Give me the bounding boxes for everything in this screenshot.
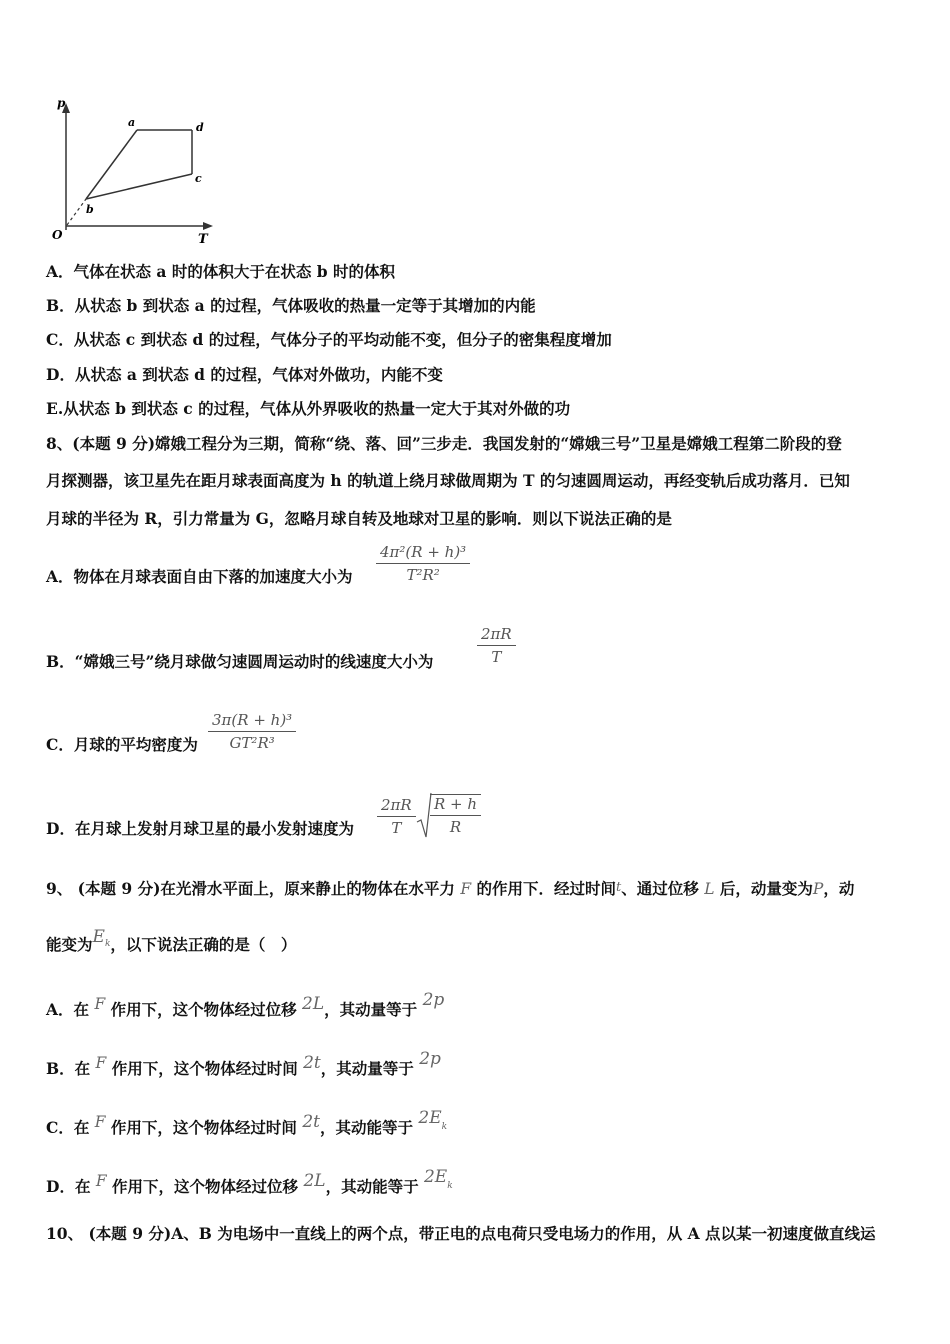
q9-stem-line1: 9、 (本题 9 分)在光滑水平面上，原来静止的物体在水平力 F 的作用下．经过时间t、通过位移 L 后，动量变为P，动 — [46, 879, 855, 898]
q8-option-a: A．物体在月球表面自由下落的加速度大小为 — [46, 567, 353, 586]
q8-stem-line2: 月探测器，该卫星先在距月球表面高度为 h 的轨道上绕月球做周期为 T 的匀速圆周运动，再经变轨后成功落月．已知 — [46, 471, 850, 490]
q8-option-b: B．“嫦娥三号”绕月球做匀速圆周运动时的线速度大小为 — [46, 652, 434, 671]
q8-option-d: D．在月球上发射月球卫星的最小发射速度为 — [46, 819, 354, 838]
q9-option-c: C．在 F 作用下，这个物体经过时间 2t，其动能等于 $2E^k$ — [46, 1108, 448, 1137]
label-d: d — [196, 121, 204, 134]
q8-option-b-formula: 2πR T — [477, 625, 516, 666]
q7-option-b: B．从状态 b 到状态 a 的过程，气体吸收的热量一定等于其增加的内能 — [46, 296, 536, 315]
x-axis-arrow — [203, 222, 213, 230]
q9-stem-line2: 能变为$E^k$，以下说法正确的是（ ） — [46, 927, 297, 954]
q8-option-c-formula: 3π(R + h)³ GT²R³ — [208, 711, 296, 752]
label-T: T — [198, 232, 208, 247]
q10-stem-line1: 10、 (本题 9 分)A、B 为电场中一直线上的两个点，带正电的点电荷只受电场力的作用，从 A 点以某一初速度做直线运 — [46, 1224, 876, 1243]
origin-dashed-line — [67, 199, 86, 225]
q9-option-b: B．在 F 作用下，这个物体经过时间 2t，其动量等于 2p — [46, 1049, 441, 1078]
label-c: c — [195, 172, 202, 185]
pt-diagram — [40, 95, 220, 250]
q7-option-a: A．气体在状态 a 时的体积大于在状态 b 时的体积 — [46, 262, 395, 281]
label-O: O — [52, 228, 63, 242]
q9-option-d: D．在 F 作用下，这个物体经过位移 2L，其动能等于 $2E^k$ — [46, 1167, 453, 1196]
q7-option-e: E.从状态 b 到状态 c 的过程，气体从外界吸收的热量一定大于其对外做的功 — [46, 399, 571, 418]
label-b: b — [86, 203, 94, 216]
q8-option-d-formula: 2πR T — [377, 796, 416, 837]
q8-option-d-sqrt: R + h R — [430, 794, 481, 836]
q8-option-a-formula: 4π²(R + h)³ T²R² — [376, 543, 470, 584]
q9-option-a: A．在 F 作用下，这个物体经过位移 2L，其动量等于 2p — [46, 990, 445, 1019]
q7-option-d: D．从状态 a 到状态 d 的过程，气体对外做功，内能不变 — [46, 365, 443, 384]
q8-stem-line3: 月球的半径为 R，引力常量为 G，忽略月球自转及地球对卫星的影响．则以下说法正确的是 — [46, 509, 672, 528]
label-p: p — [57, 96, 66, 110]
q7-option-c: C．从状态 c 到状态 d 的过程，气体分子的平均动能不变，但分子的密集程度增加 — [46, 330, 612, 349]
label-a: a — [128, 116, 136, 129]
q8-option-c: C．月球的平均密度为 — [46, 735, 198, 754]
q8-stem-line1: 8、(本题 9 分)嫦娥工程分为三期，简称“绕、落、回”三步走．我国发射的“嫦娥三号”卫星是嫦娥工程第二阶段的登 — [46, 434, 842, 453]
